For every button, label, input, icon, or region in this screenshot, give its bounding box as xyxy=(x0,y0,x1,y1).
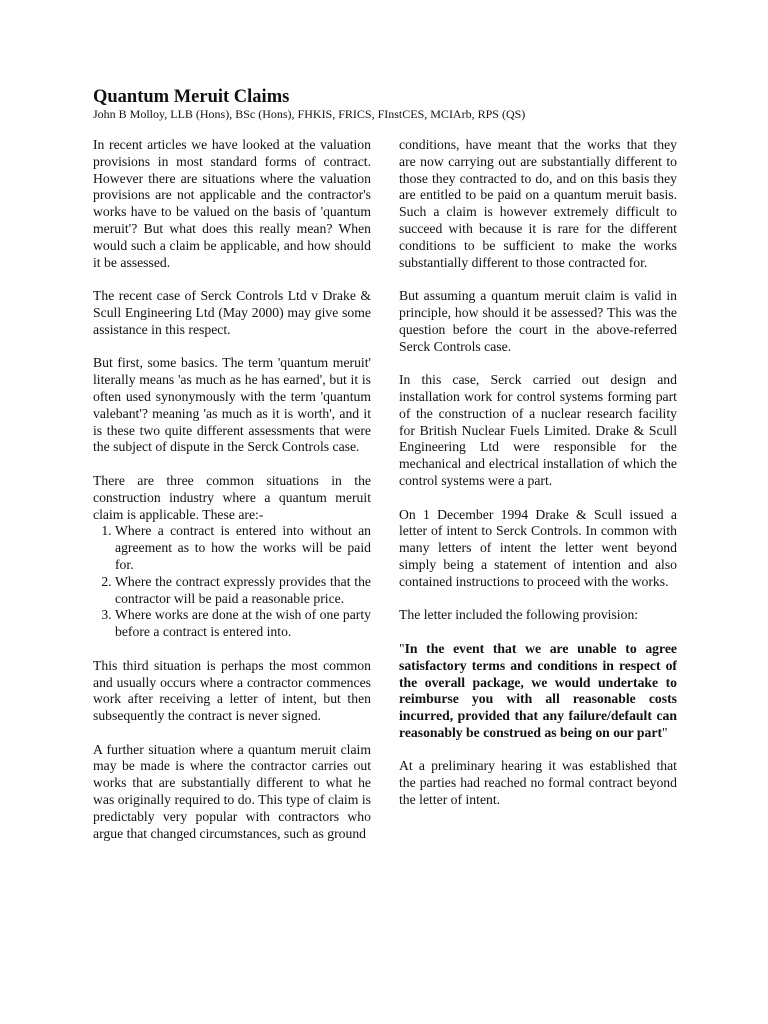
quote-text: In the event that we are unable to agree satisfactory terms and conditions in respect of the overall package, we would undertake to reimburse you with all reasonable costs incurred, provided that any failure/default can reasonably be construed as being on our part xyxy=(399,640,677,740)
quote-mark-open: " xyxy=(399,640,405,656)
list-item: 2. Where the contract expressly provides that the contractor will be paid a reasonable price. xyxy=(115,574,371,608)
left-column xyxy=(93,137,371,859)
paragraph: But assuming a quantum meruit claim is valid in principle, how should it be assessed? This was the question before the court in the above-referred Serck Controls case. xyxy=(399,288,677,354)
quote-mark-close: " xyxy=(662,724,668,740)
author-line: John B Molloy, LLB (Hons), BSc (Hons), FHKIS, FRICS, FInstCES, MCIArb, RPS (QS) xyxy=(93,107,526,121)
paragraph: conditions, have meant that the works that they are now carrying out are substantially different to those they contracted to do, and on this basis they are entitled to be paid on a quantum meruit basis. Such a claim is however extremely difficult to succeed with because it is rare for the different conditions to be sufficient to make the works substantially different to those contracted for. xyxy=(399,137,677,270)
paragraph: In recent articles we have looked at the valuation provisions in most standard forms of contract. However there are situations where the valuation provisions are not applicable and the contractor's works have to be valued on the basis of 'quantum meruit'? But what does this really mean? When would such a claim be applicable, and how should it be assessed. xyxy=(93,137,371,270)
right-column xyxy=(399,137,677,826)
list-item: 1. Where a contract is entered into without an agreement as to how the works will be paid for. xyxy=(115,523,371,573)
paragraph: The letter included the following provision: xyxy=(399,607,639,623)
paragraph: This third situation is perhaps the most common and usually occurs where a contractor commences work after receiving a letter of intent, but then subsequently the contract is never signed. xyxy=(93,657,371,724)
list-item: 3. Where works are done at the wish of one party before a contract is entered into. xyxy=(115,607,371,641)
paragraph: There are three common situations in the construction industry where a quantum meruit claim is applicable. These are:- xyxy=(93,472,371,522)
article-title: Quantum Meruit Claims xyxy=(93,87,290,107)
paragraph: On 1 December 1994 Drake & Scull issued a letter of intent to Serck Controls. In common with many letters of intent the letter went beyond simply being a statement of intention and also contained instructions to proceed with the works. xyxy=(399,506,677,589)
paragraph: The recent case of Serck Controls Ltd v Drake & Scull Engineering Ltd (May 2000) may give some assistance in this respect. xyxy=(93,288,371,337)
paragraph: In this case, Serck carried out design and installation work for control systems forming part of the construction of a nuclear research facility for British Nuclear Fuels Limited. Drake & Scull Engineering Ltd were responsible for the mechanical and electrical installation of which the control systems were a part. xyxy=(399,372,677,488)
situations-list xyxy=(93,523,371,641)
paragraph: But first, some basics. The term 'quantum meruit' literally means 'as much as he has earned', but it is often used synonymously with the term 'quantum valebant'? meaning 'as much as it is worth', and it is these two quite different assessments that were the subject of dispute in the Serck Controls case. xyxy=(93,355,371,455)
quoted-provision xyxy=(399,641,677,742)
paragraph: A further situation where a quantum meruit claim may be made is where the contractor carries out works that are substantially different to what he was originally required to do. This type of claim is predictably very popular with contractors who argue that changed circumstances, such as ground xyxy=(93,741,371,841)
paragraph: At a preliminary hearing it was established that the parties had reached no formal contract beyond the letter of intent. xyxy=(399,758,677,808)
